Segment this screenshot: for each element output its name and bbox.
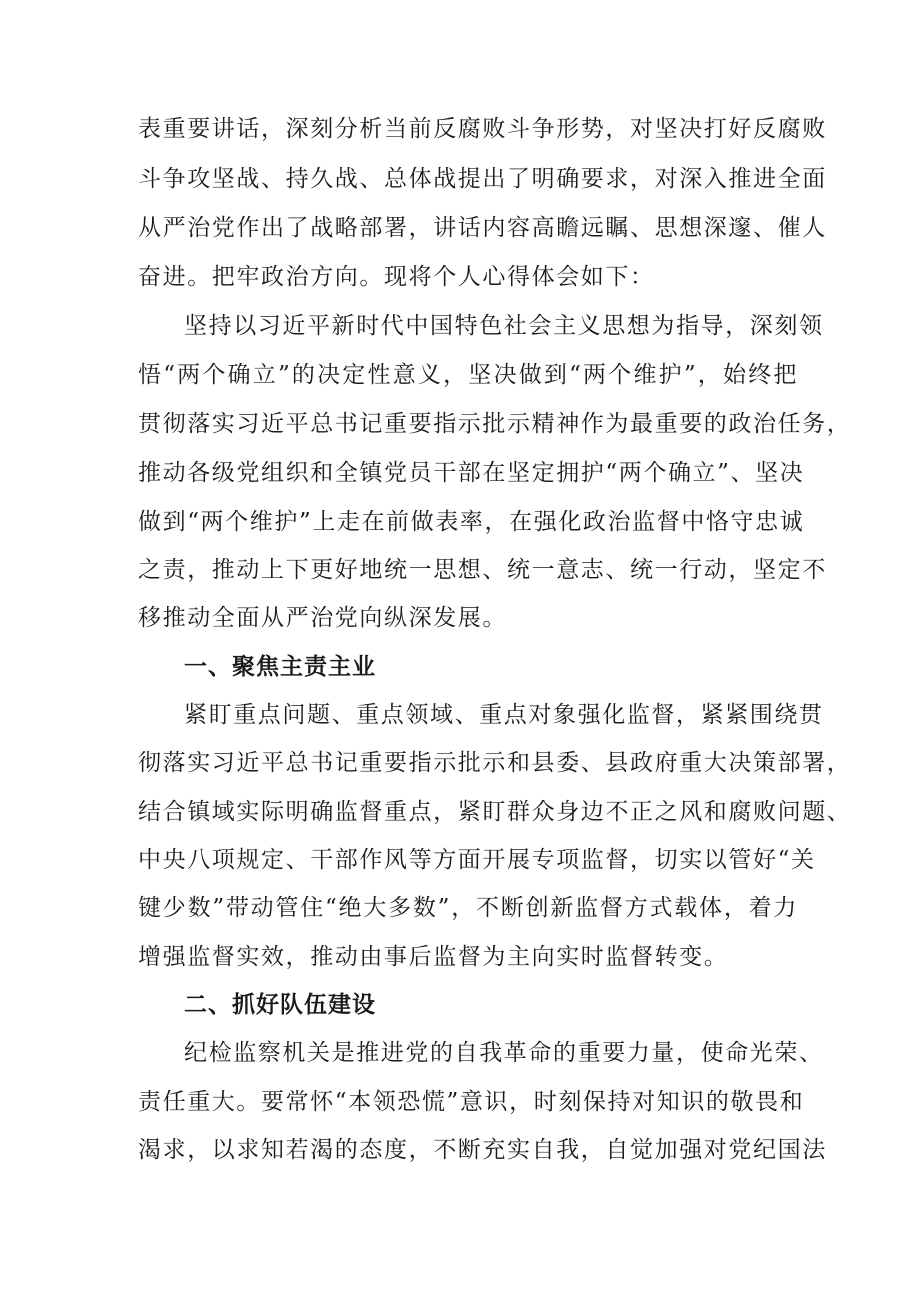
- paragraph-line: 坚持以习近平新时代中国特色社会主义思想为指导，深刻领: [184, 313, 824, 339]
- paragraph-line: 增强监督实效，推动由事后监督为主向实时监督转变。: [138, 944, 729, 970]
- paragraph-line: 贯彻落实习近平总书记重要指示批示精神作为最重要的政治任务，: [138, 411, 852, 437]
- paragraph-line: 推动各级党组织和全镇党员干部在坚定拥护“两个确立”、坚决: [138, 460, 805, 486]
- paragraph-line: 移推动全面从严治党向纵深发展。: [138, 605, 507, 631]
- paragraph-line: 纪检监察机关是推进党的自我革命的重要力量，使命光荣、: [184, 1040, 824, 1066]
- paragraph-line: 键少数”带动管住“绝大多数”，不断创新监督方式载体，着力: [138, 895, 798, 921]
- paragraph-line: 做到“两个维护”上走在前做表率，在强化政治监督中恪守忠诚: [138, 509, 805, 535]
- paragraph-line: 彻落实习近平总书记重要指示批示和县委、县政府重大决策部署，: [138, 750, 852, 776]
- paragraph-line: 奋进。把牢政治方向。现将个人心得体会如下：: [138, 264, 655, 290]
- paragraph-line: 悟“两个确立”的决定性意义，坚决做到“两个维护”，始终把: [138, 362, 798, 388]
- section-heading: 二、抓好队伍建设: [184, 992, 376, 1018]
- paragraph-line: 责任重大。要常怀“本领恐慌”意识，时刻保持对知识的敬畏和: [138, 1089, 805, 1115]
- paragraph-line: 结合镇域实际明确监督重点，紧盯群众身边不正之风和腐败问题、: [138, 799, 852, 825]
- paragraph-line: 渴求，以求知若渴的态度，不断充实自我，自觉加强对党纪国法: [138, 1137, 827, 1163]
- paragraph-line: 斗争攻坚战、持久战、总体战提出了明确要求，对深入推进全面: [138, 166, 827, 192]
- paragraph-line: 紧盯重点问题、重点领域、重点对象强化监督，紧紧围绕贯: [184, 702, 824, 728]
- section-heading: 一、聚焦主责主业: [184, 654, 376, 680]
- paragraph-line: 从严治党作出了战略部署，讲话内容高瞻远瞩、思想深邃、催人: [138, 215, 827, 241]
- paragraph-line: 之责，推动上下更好地统一思想、统一意志、统一行动，坚定不: [138, 557, 827, 583]
- paragraph-line: 表重要讲话，深刻分析当前反腐败斗争形势，对坚决打好反腐败: [138, 116, 827, 142]
- paragraph-line: 中央八项规定、干部作风等方面开展专项监督，切实以管好“关: [138, 847, 816, 873]
